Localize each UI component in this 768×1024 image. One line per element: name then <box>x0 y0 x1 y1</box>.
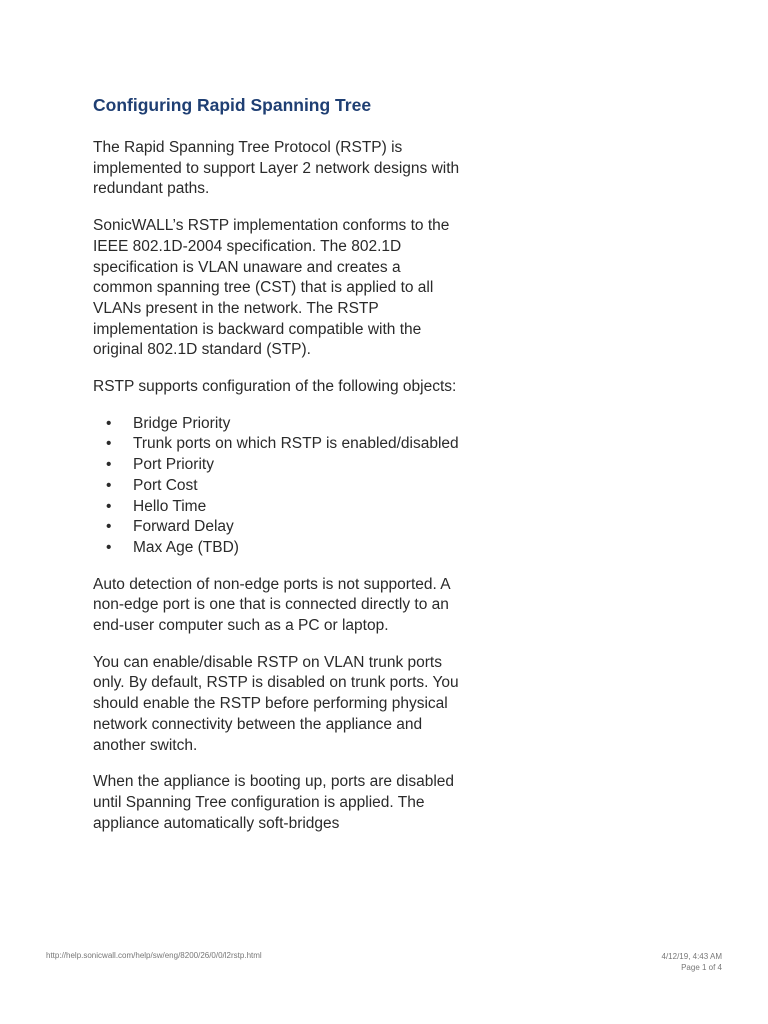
document-body <box>93 92 463 850</box>
list-item: • Hello Time <box>93 497 463 518</box>
page-title: Configuring Rapid Spanning Tree <box>93 95 372 115</box>
footer-meta <box>662 951 723 973</box>
paragraph-booting: When the appliance is booting up, ports are disabled until Spanning Tree configuration is applied. The appliance automatically soft-bridges <box>93 773 455 832</box>
list-item: • Port Cost <box>93 476 463 497</box>
paragraph-trunk-ports: You can enable/disable RSTP on VLAN trunk ports only. By default, RSTP is disabled on trunk ports. You should enable the RSTP before performing physical network connectivity between the appliance and another switch. <box>93 653 459 754</box>
list-item: • Trunk ports on which RSTP is enabled/disabled <box>93 434 463 455</box>
list-item: • Forward Delay <box>93 517 463 538</box>
paragraph-non-edge: Auto detection of non-edge ports is not supported. A non-edge port is one that is connected directly to an end-user computer such as a PC or laptop. <box>93 575 450 635</box>
list-item: • Bridge Priority <box>93 414 463 435</box>
list-item: • Port Priority <box>93 455 463 476</box>
objects-list <box>93 414 463 559</box>
footer-datetime: 4/12/19, 4:43 AM <box>661 952 722 961</box>
paragraph-objects-intro: RSTP supports configuration of the following objects: <box>93 378 457 396</box>
paragraph-conformance: SonicWALL’s RSTP implementation conforms to the IEEE 802.1D-2004 specification. The 802.1D specification is VLAN unaware and creates a common spanning tree (CST) that is applied to all VLANs present in the network. The RSTP implementation is backward compatible with the original 802.1D standard (STP). <box>93 217 450 359</box>
list-item: • Max Age (TBD) <box>93 538 463 559</box>
footer-page-number: Page 1 of 4 <box>681 963 722 972</box>
footer-url[interactable]: http://help.sonicwall.com/help/sw/eng/8200/26/0/0/l2rstp.html <box>46 951 262 960</box>
paragraph-intro: The Rapid Spanning Tree Protocol (RSTP) is implemented to support Layer 2 network designs with redundant paths. <box>93 139 460 198</box>
